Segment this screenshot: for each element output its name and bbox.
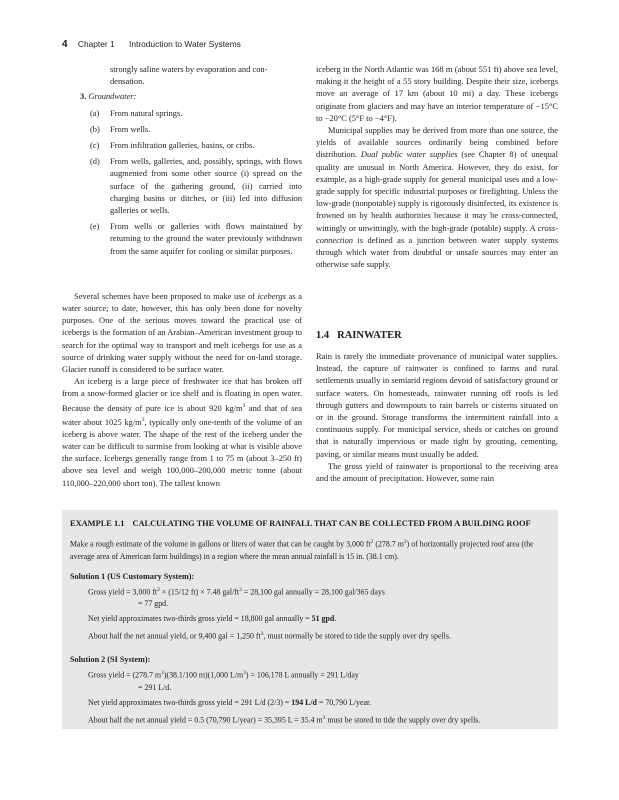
- text-run: .: [334, 614, 337, 624]
- list-item: [62, 123, 302, 135]
- list-item: [62, 220, 302, 257]
- example-number: EXAMPLE 1.1: [70, 519, 125, 528]
- list-item: [62, 107, 302, 119]
- text-run: Gross yield = (278.7 m: [88, 670, 162, 680]
- paragraph-rainwater: Rain is rarely the immediate provenance of municipal water supplies. Instead, the capture of rainwater is confined to farms and rural settlements usually in semiarid regions devoid of satisfactory ground or surface waters. On homesteads, rainwater running off roofs is led through gutters and downspouts to rain barrels or cisterns situated on or in the ground. Storage transforms the intermittent rainfall into a continuous supply. For municipal service, sheds or catches on ground that is naturally impervious or made tight by grouting, cementing, paving, or similar means must usually be added.: [316, 351, 558, 459]
- text-run: icebergs: [257, 290, 286, 301]
- text-run: as a water source; to date, however, this has only been done for novelty purposes. One of the serious moves toward the practical use of icebergs is the formation of an Arabian–American investment group to search for the optimal way to transport and melt icebergs for use as a source of drinking water supply without the need for on-land storage. Glacier runoff is considered to be surface water.: [62, 290, 302, 375]
- text-run: About half the net annual yield = 0.5 (70,790 L/year) = 35,395 L = 35.4 m: [88, 715, 323, 725]
- text-run: cross-connection: [316, 222, 558, 245]
- item-text: From wells or galleries with flows maintained by returning to the ground the water previously withdrawn from the same aquifer for cooling or similar purposes.: [110, 221, 302, 256]
- text-run: Make a rough estimate of the volume in gallons or liters of water that can be caught by 3,000 ft: [70, 539, 371, 549]
- section-title: RAINWATER: [337, 330, 402, 341]
- text-run: An iceberg is a large piece of freshwater ice that has broken off from a snow-formed glacier or ice shelf and is floating in open water. Because the density of pure ice is about 920 kg/m: [62, 376, 302, 413]
- page-number: 4: [62, 39, 68, 50]
- equation-line: [70, 584, 550, 599]
- text-run: , typically only one-tenth of the volume of an iceberg is above water. The shape of the rest of the iceberg under the water can be difficult to surmise from looking at what is visible above the surface. Icebergs generally range from 1 to 75 m (about 3–250 ft) above sea level and weigh 100,000–200,000 metric tonne (about 110,000–220,000 short ton). The tallest known: [62, 416, 303, 488]
- right-column: [316, 63, 558, 270]
- superscript: 3: [141, 416, 145, 423]
- text-run: × (15/12 ft) × 7.48 gal/ft: [159, 587, 240, 597]
- example-description: [70, 536, 550, 563]
- item-text: From wells, galleries, and, possibly, springs, with flows augmented from some other source (i) spread on the surface of the gathering ground, (ii) carried into charging basins or ditches, or (iii) led into diffusion galleries or wells.: [110, 156, 302, 216]
- item-label: (c): [90, 140, 100, 151]
- superscript: 3: [242, 402, 246, 409]
- text-run: Several schemes have been proposed to make use of: [74, 290, 258, 301]
- paragraph-tallest-iceberg: iceberg in the North Atlantic was 168 m (about 551 ft) above sea level, making it the height of a 55 story building. Despite their size, icebergs move an average of 17 km (about 10 mi) a day. These icebergs originate from glaciers and may have an interior temperature of −15°C to −20°C (5°F to −4°F).: [316, 64, 558, 123]
- item-label: (a): [90, 107, 100, 118]
- equation-line: = 77 gpd.: [138, 599, 169, 609]
- list-title: Groundwater:: [88, 91, 137, 102]
- paragraph-icebergs: [62, 290, 302, 375]
- paragraph-gross-yield: The gross yield of rainwater is proportional to the receiving area and the amount of precipitation. However, some rain: [316, 460, 558, 484]
- item-label: (e): [90, 221, 100, 232]
- list-continuation: [62, 63, 302, 87]
- equation-line: [70, 667, 550, 682]
- example-heading: CALCULATING THE VOLUME OF RAINFALL THAT CAN BE COLLECTED FROM A BUILDING ROOF: [132, 519, 531, 528]
- equation-line: = 291 L/d.: [138, 682, 172, 692]
- text-run: and that of sea water about 1025 kg/m: [62, 402, 302, 427]
- superscript: 2: [370, 539, 374, 545]
- text-run: must be stored to tide the supply over dry spells.: [325, 715, 481, 725]
- section-number: 1.4: [316, 330, 330, 341]
- equation-line: [70, 697, 550, 709]
- text-run: About half the net annual yield, or 9,400 gal = 1,250 ft: [88, 631, 261, 641]
- paragraph-iceberg-description: [62, 375, 302, 488]
- item-text: From wells.: [110, 123, 151, 134]
- text-run: Dual public water supplies: [360, 149, 458, 160]
- example-content: [70, 518, 550, 726]
- superscript: 3: [239, 586, 242, 593]
- text-run: , must normally be stored to tide the supply over dry spells.: [263, 631, 451, 641]
- text-run: = 70,790 L/year.: [316, 697, 372, 707]
- chapter-label: Chapter 1: [77, 39, 115, 49]
- superscript: 2: [157, 586, 160, 593]
- text-run: Net yield approximates two-thirds gross yield = 291 L/d (2/3) =: [88, 697, 292, 707]
- text-run: Net yield approximates two-thirds gross yield = 18,800 gal annually =: [88, 614, 312, 624]
- continuation-line: densation.: [110, 76, 145, 87]
- text-run: Gross yield = 3,000 ft: [88, 587, 158, 597]
- superscript: 3: [260, 631, 264, 638]
- text-run: (see Chapter 8) of unequal quality are unusual in North America. However, they do exist, for example, as a high-grade supply for general municipal uses and a low-grade supply for specific industrial purposes or firefighting. Unless the low-grade (nonpotable) supply is rigorously disinfected, its existence is frowned on by health authorities because it may be cross-connected, wittingly or unwittingly, with the high-grade (potable) supply. A: [316, 149, 558, 233]
- example-box: [62, 510, 558, 729]
- running-header: [62, 39, 562, 50]
- text-run: is defined as a junction between water supply systems through which water from doubtful or unsafe sources may enter an otherwise safe supply.: [316, 234, 558, 270]
- superscript: 3: [243, 669, 246, 676]
- equation-line: [70, 712, 550, 727]
- text-run: 51 gpd: [311, 614, 335, 624]
- text-run: Municipal supplies may be derived from more than one source, the yields of available sources ordinarily being combined before distribution.: [316, 125, 558, 160]
- example-title: [70, 518, 550, 530]
- item-text: From infiltration galleries, basins, or cribs.: [110, 140, 255, 151]
- right-column-lower: [316, 350, 558, 484]
- groundwater-list: [62, 107, 302, 257]
- section-heading: [316, 330, 402, 341]
- text-run: )(38.1/100 m)(1,000 L/m: [163, 670, 244, 680]
- text-run: (278.7 m: [373, 539, 404, 549]
- list-item: [62, 139, 302, 151]
- item-label: (d): [90, 156, 100, 167]
- item-label: (b): [90, 123, 100, 134]
- continuation-line: strongly saline waters by evaporation and con-: [110, 64, 268, 74]
- text-run: ) = 106,178 L annually = 291 L/day: [245, 670, 359, 680]
- solution-1-heading: Solution 1 (US Customary System):: [70, 571, 195, 581]
- list-number: 3.: [80, 91, 87, 102]
- superscript: 2: [403, 539, 407, 545]
- paragraph-municipal-supplies: [316, 124, 558, 270]
- list-heading: [62, 90, 302, 102]
- equation-line: [70, 628, 550, 643]
- chapter-title: Introduction to Water Systems: [129, 39, 241, 49]
- equation-line: [70, 613, 550, 625]
- superscript: 2: [161, 669, 164, 676]
- solution-2-heading: Solution 2 (SI System):: [70, 654, 151, 664]
- list-item: [62, 155, 302, 216]
- text-run: ) of horizontally projected roof area (the average area of American farm buildings) in a region where the mean annual rainfall is 15 in. (38.1 cm).: [70, 539, 534, 561]
- text-run: 194 L/d: [291, 697, 317, 707]
- text-run: = 28,100 gal annually = 28,100 gal/365 days: [241, 587, 385, 597]
- left-column: [62, 63, 302, 489]
- item-text: From natural springs.: [110, 107, 183, 118]
- superscript: 3: [322, 714, 326, 721]
